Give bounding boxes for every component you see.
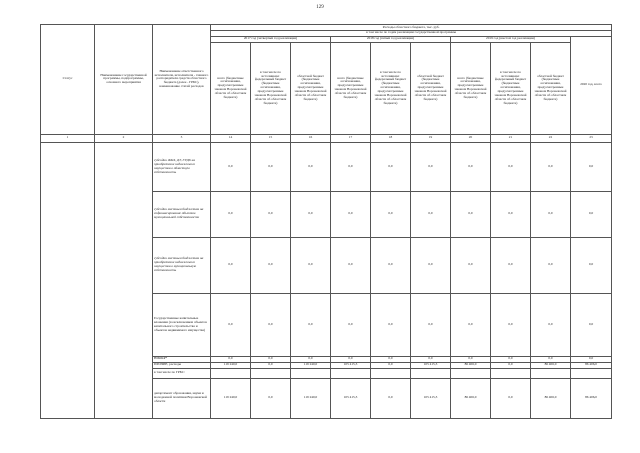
value-cell: 86 406,0 <box>451 362 491 368</box>
header-2018-regional: областной бюджет (бюджетные ассигнования, предусмотренные законом Воронежской области об областном бюджете) <box>411 42 451 134</box>
value-cell <box>491 368 531 378</box>
header-expenses-title: Расходы областного бюджета, тыс. руб. <box>211 25 612 31</box>
column-number: 14 <box>211 134 251 142</box>
value-cell: 0,0 <box>571 191 612 237</box>
value-cell: 0,0 <box>571 293 612 356</box>
value-cell: 0,0 <box>291 293 331 356</box>
value-cell: 0,0 <box>491 362 531 368</box>
column-number: 22 <box>531 134 571 142</box>
value-cell <box>331 368 371 378</box>
value-cell: 0,0 <box>251 293 291 356</box>
value-cell: 0,0 <box>211 191 251 237</box>
header-program-name: Наименование государственной программы, подпрограммы, основного мероприятия <box>95 25 153 135</box>
header-2019-total: всего (бюджетные ассигнования, предусмотренные законом Воронежской области об областном бюджете) <box>451 42 491 134</box>
value-cell: 86 406,0 <box>531 362 571 368</box>
value-cell: 119 240,0 <box>211 378 251 418</box>
column-numbers-row <box>41 134 612 142</box>
row-label: НИОКР* <box>153 356 211 362</box>
value-cell: 105 415,3 <box>331 362 371 368</box>
value-cell: 0,0 <box>211 356 251 362</box>
value-cell <box>291 368 331 378</box>
column-number: 3 <box>153 134 211 142</box>
value-cell: 0,0 <box>491 237 531 293</box>
value-cell <box>531 368 571 378</box>
value-cell: 105 415,3 <box>331 378 371 418</box>
status-cell <box>41 142 95 418</box>
value-cell: 0,0 <box>531 237 571 293</box>
header-sources-label: в том числе по источникам: <box>499 69 522 78</box>
value-cell: 0,0 <box>331 237 371 293</box>
value-cell: 105 415,3 <box>411 378 451 418</box>
value-cell: 0,0 <box>411 191 451 237</box>
row-label: Государственные капитальные вложения (за исключением объектов капитального строительства и объектов недвижимого имущества) <box>153 293 211 356</box>
column-number: 21 <box>491 134 531 142</box>
header-2017-regional: областной бюджет (бюджетные ассигнования, предусмотренные законом Воронежской области об областном бюджете) <box>291 42 331 134</box>
row-label: субсидии местным бюджетам на софинансирование объектов муниципальной собственности <box>153 191 211 237</box>
program-name-cell <box>95 142 153 418</box>
table-body <box>41 142 612 418</box>
value-cell: 0,0 <box>211 142 251 191</box>
value-cell: 0,0 <box>491 356 531 362</box>
value-cell: 0,0 <box>291 142 331 191</box>
column-number: 20 <box>451 134 491 142</box>
value-cell: 105 415,3 <box>411 362 451 368</box>
header-2018-federal <box>371 42 411 134</box>
header-federal-label: федеральный бюджет (бюджетные ассигнования, предусмотренные законом Воронежской области об областном бюджете) <box>494 77 527 105</box>
value-cell: 0,0 <box>291 356 331 362</box>
header-federal-label: федеральный бюджет (бюджетные ассигнования, предусмотренные законом Воронежской области об областном бюджете) <box>254 77 287 105</box>
column-number: 23 <box>571 134 612 142</box>
value-cell: 0,0 <box>571 142 612 191</box>
value-cell: 0,0 <box>491 191 531 237</box>
header-year-2019: 2019 год (шестой год реализации) <box>451 36 571 42</box>
value-cell: 0,0 <box>371 237 411 293</box>
value-cell: 0,0 <box>251 362 291 368</box>
header-executor: Наименование ответственного исполнителя, исполнителя - главного распорядителя средств областного бюджета (далее - ГРБС), наименование статей расходов <box>153 25 211 135</box>
row-label: в том числе по ГРБС: <box>153 368 211 378</box>
value-cell: 0,0 <box>251 378 291 418</box>
page-number: 129 <box>316 5 324 10</box>
header-federal-label: федеральный бюджет (бюджетные ассигнования, предусмотренные законом Воронежской области об областном бюджете) <box>374 77 407 105</box>
value-cell: 0,0 <box>451 293 491 356</box>
value-cell: 86 406,0 <box>571 378 612 418</box>
header-2017-federal <box>251 42 291 134</box>
value-cell: 86 406,0 <box>451 378 491 418</box>
column-number: 15 <box>251 134 291 142</box>
column-number: 16 <box>291 134 331 142</box>
column-number: 17 <box>331 134 371 142</box>
header-2019-federal <box>491 42 531 134</box>
header-status: Статус <box>41 25 95 135</box>
value-cell: 0,0 <box>331 356 371 362</box>
value-cell: 0,0 <box>371 293 411 356</box>
value-cell: 0,0 <box>331 293 371 356</box>
value-cell: 0,0 <box>251 356 291 362</box>
column-number: 2 <box>95 134 153 142</box>
value-cell: 0,0 <box>331 191 371 237</box>
value-cell: 0,0 <box>251 237 291 293</box>
header-year-2018: 2018 год (пятый год реализации) <box>331 36 451 42</box>
header-2020: 2020 год, всего <box>571 36 612 134</box>
value-cell: 0,0 <box>451 237 491 293</box>
value-cell: 119 240,0 <box>291 378 331 418</box>
value-cell <box>251 368 291 378</box>
row-label: департамент образования, науки и молодежной политики Воронежской области <box>153 378 211 418</box>
header-by-years: в том числе по годам реализации государственной программы <box>211 30 612 36</box>
value-cell: 0,0 <box>411 237 451 293</box>
header-year-2017: 2017 год (четвертый год реализации) <box>211 36 331 42</box>
value-cell: 0,0 <box>291 237 331 293</box>
value-cell: 0,0 <box>291 191 331 237</box>
value-cell: 0,0 <box>451 356 491 362</box>
value-cell: 86 406,0 <box>531 378 571 418</box>
row-label: субсидии местным бюджетам на приобретение недвижимого имущества в муниципальную собственность <box>153 237 211 293</box>
value-cell: 0,0 <box>371 362 411 368</box>
value-cell: 0,0 <box>251 191 291 237</box>
value-cell: 0,0 <box>371 378 411 418</box>
value-cell: 0,0 <box>411 142 451 191</box>
header-sources-label: в том числе по источникам: <box>259 69 282 78</box>
column-number: 1 <box>41 134 95 142</box>
value-cell: 0,0 <box>491 142 531 191</box>
value-cell: 0,0 <box>451 191 491 237</box>
value-cell: 119 240,0 <box>211 362 251 368</box>
header-2018-total: всего (бюджетные ассигнования, предусмотренные законом Воронежской области об областном бюджете) <box>331 42 371 134</box>
value-cell: 0,0 <box>451 142 491 191</box>
value-cell: 119 240,0 <box>291 362 331 368</box>
value-cell: 0,0 <box>491 293 531 356</box>
value-cell: 0,0 <box>411 293 451 356</box>
value-cell: 86 406,0 <box>571 362 612 368</box>
value-cell: 0,0 <box>491 378 531 418</box>
column-number: 19 <box>411 134 451 142</box>
value-cell: 0,0 <box>531 293 571 356</box>
value-cell <box>451 368 491 378</box>
value-cell: 0,0 <box>371 356 411 362</box>
value-cell: 0,0 <box>211 237 251 293</box>
value-cell <box>211 368 251 378</box>
header-2019-regional: областной бюджет (бюджетные ассигнования, предусмотренные законом Воронежской области об областном бюджете) <box>531 42 571 134</box>
value-cell: 0,0 <box>371 142 411 191</box>
column-number: 18 <box>371 134 411 142</box>
value-cell <box>411 368 451 378</box>
row-label: ПРОЧИЕ, расходы <box>153 362 211 368</box>
value-cell: 0,0 <box>531 142 571 191</box>
value-cell: 0,0 <box>371 191 411 237</box>
value-cell: 0,0 <box>531 356 571 362</box>
value-cell: 0,0 <box>251 142 291 191</box>
value-cell <box>371 368 411 378</box>
value-cell: 0,0 <box>411 356 451 362</box>
header-2017-total: всего (бюджетные ассигнования, предусмотренные законом Воронежской области об областном бюджете) <box>211 42 251 134</box>
table-row <box>41 142 612 191</box>
value-cell: 0,0 <box>571 356 612 362</box>
row-label: субсидии ЖКХ, ДТ, ГУДХ на приобретение недвижимого имущества в областную собственность <box>153 142 211 191</box>
value-cell <box>571 368 612 378</box>
value-cell: 0,0 <box>571 237 612 293</box>
value-cell: 0,0 <box>531 191 571 237</box>
budget-table <box>40 24 612 419</box>
value-cell: 0,0 <box>331 142 371 191</box>
header-sources-label: в том числе по источникам: <box>379 69 402 78</box>
value-cell: 0,0 <box>211 293 251 356</box>
